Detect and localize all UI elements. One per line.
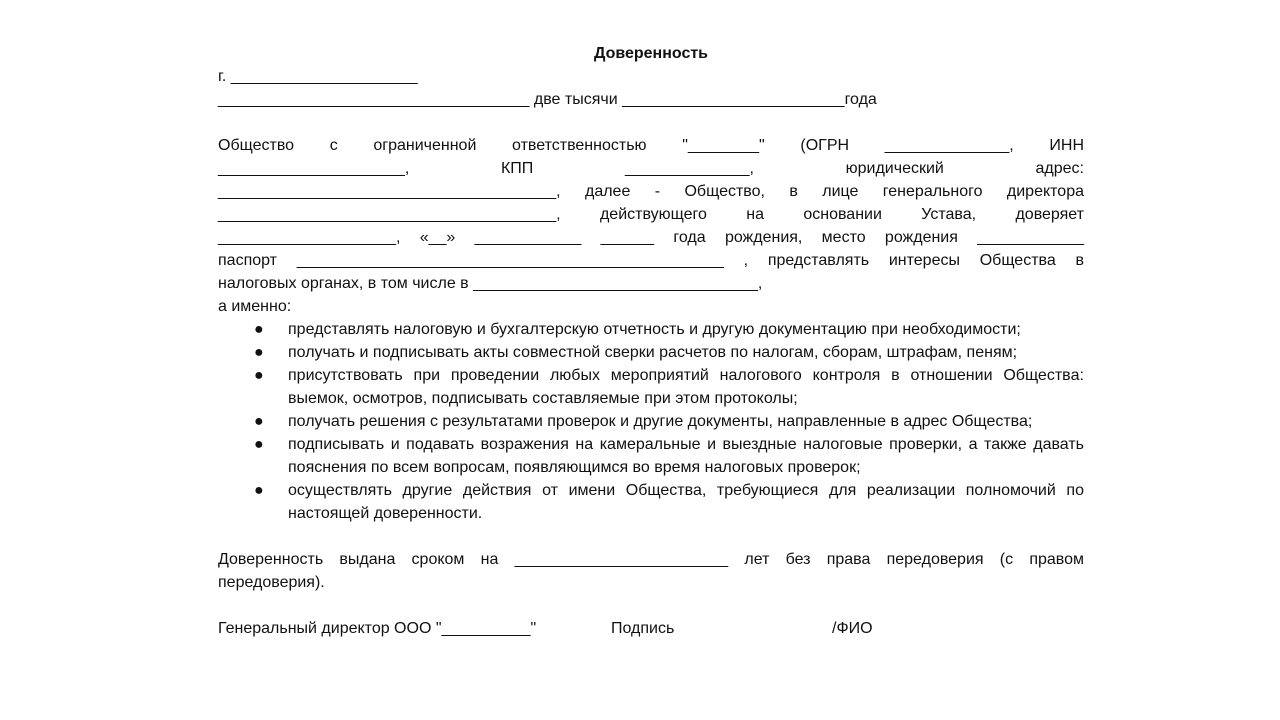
spacer — [218, 525, 1084, 548]
list-item-text: осуществлять другие действия от имени Общества, требующиеся для реализации полномочий по настоящей доверенности. — [288, 482, 1084, 522]
powers-list — [218, 318, 1084, 525]
bullet-icon: ● — [254, 321, 264, 338]
list-item — [218, 364, 1084, 410]
paragraph-line: ______________________________________, далее - Общество, в лице генерального директора — [218, 183, 1084, 200]
list-item — [218, 410, 1084, 433]
bullet-icon: ● — [254, 367, 264, 384]
director-label: Генеральный директор ООО "__________" — [218, 620, 537, 637]
list-item-text: получать решения с результатами проверок и другие документы, направленные в адрес Общества; — [288, 413, 1033, 430]
list-item-text: подписывать и подавать возражения на камеральные и выездные налоговые проверки, а также давать пояснения по всем вопросам, появляющимся во время налоговых проверок; — [288, 436, 1084, 476]
list-item — [218, 479, 1084, 525]
spacer — [218, 594, 1084, 617]
document-title: Доверенность — [593, 45, 709, 62]
bullet-icon: ● — [254, 482, 264, 499]
term-paragraph — [218, 548, 1084, 594]
power-of-attorney-document — [218, 42, 1084, 640]
signature-label: Подпись — [611, 620, 675, 637]
bullet-icon: ● — [254, 436, 264, 453]
bullet-icon: ● — [254, 413, 264, 430]
paragraph-line: налоговых органах, в том числе в ________________________________, — [218, 275, 763, 292]
fio-label: /ФИО — [832, 620, 873, 637]
list-item — [218, 433, 1084, 479]
company-paragraph — [218, 134, 1084, 295]
city-line: г. _____________________ — [218, 68, 418, 85]
term-line: Доверенность выдана сроком на ________________________ лет без права передоверия (с правом — [218, 551, 1084, 568]
list-item-text: получать и подписывать акты совместной сверки расчетов по налогам, сборам, штрафам, пеням; — [288, 344, 1018, 361]
list-item — [218, 341, 1084, 364]
paragraph-line: _____________________, КПП ______________, юридический адрес: — [218, 160, 1084, 177]
bullet-icon: ● — [254, 344, 264, 361]
paragraph-line: ____________________, «__» ____________ ______ года рождения, место рождения ____________ — [218, 229, 1084, 246]
paragraph-line: ______________________________________, действующего на основании Устава, доверяет — [218, 206, 1084, 223]
signature-row — [218, 617, 1084, 640]
paragraph-line: паспорт ________________________________________________ , представлять интересы Общества в — [218, 252, 1084, 269]
term-line: передоверия). — [218, 574, 325, 591]
list-item — [218, 318, 1084, 341]
spacer — [218, 111, 1084, 134]
list-item-text: присутствовать при проведении любых мероприятий налогового контроля в отношении Обществa: выемок, осмотров, подписывать составляемые при этом протоколы; — [288, 367, 1084, 407]
date-line: ___________________________________ две тысячи _________________________года — [218, 91, 877, 108]
powers-intro: а именно: — [218, 298, 292, 315]
list-item-text: представлять налоговую и бухгалтерскую отчетность и другую документацию при необходимости; — [288, 321, 1021, 338]
paragraph-line: Общество с ограниченной ответственностью "________" (ОГРН ______________, ИНН — [218, 137, 1084, 154]
